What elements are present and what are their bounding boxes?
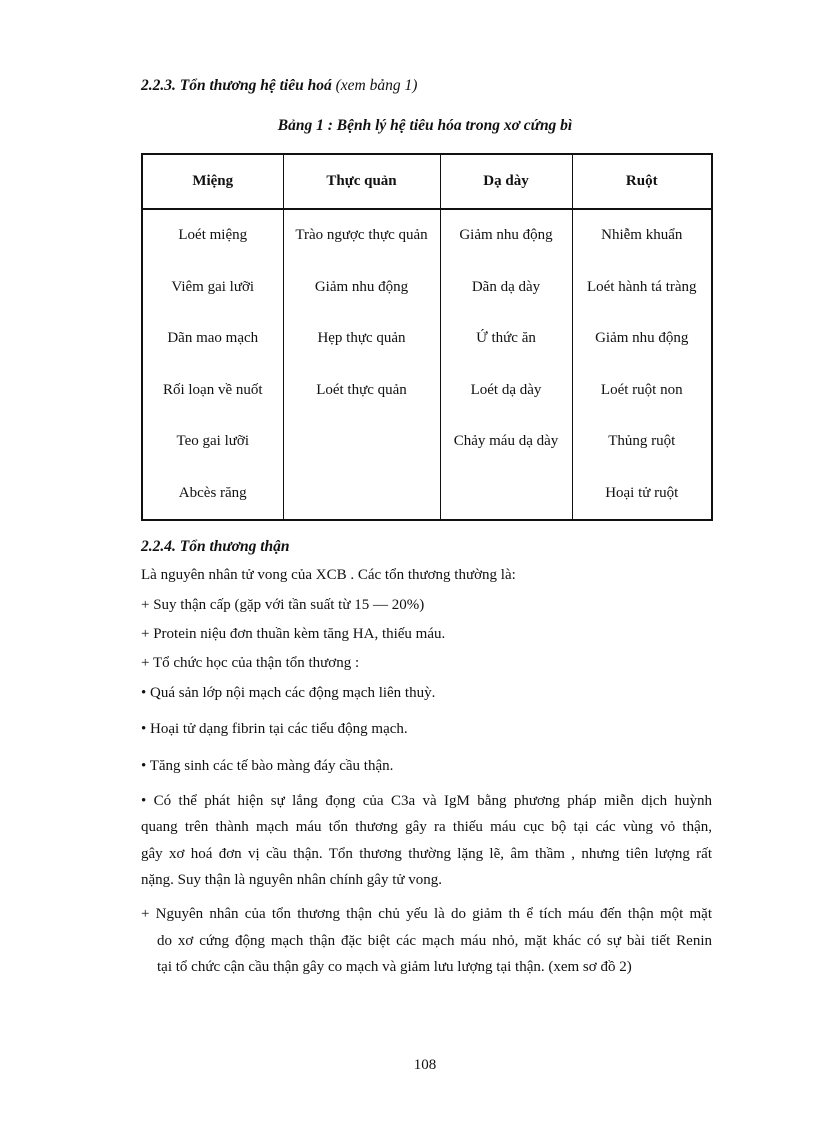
table-cell: Loét ruột non (600, 381, 683, 398)
page-number: 108 (413, 1057, 437, 1073)
bullet-line: • Hoại tử dạng fibrin tại các tiểu động mạch. (141, 721, 408, 737)
bullet-line: • Tăng sinh các tế bào màng đáy cầu thận. (141, 758, 394, 774)
table-cell: Giảm nhu động (459, 227, 553, 243)
text-line: + Protein niệu đơn thuần kèm tăng HA, thiếu máu. (141, 626, 446, 642)
section-223-ref: (xem bảng 1) (331, 77, 418, 94)
paragraph-line: tại tổ chức cận cầu thận gây co mạch và giảm lưu lượng tại thận. (xem sơ đồ 2) (157, 959, 632, 975)
table-body-row (142, 209, 712, 520)
table-cell: Loét dạ dày (470, 381, 542, 398)
table-cell: Loét thực quản (316, 381, 407, 398)
table-cell (284, 416, 440, 468)
paragraph-line: + Nguyên nhân của tổn thương thận chủ yếu là do giảm th ể tích máu đến thận một mặt (141, 906, 712, 922)
table-cell: Chảy máu dạ dày (453, 433, 559, 449)
header-thuc-quan: Thực quản (283, 154, 440, 209)
bullet-line: • Quá sản lớp nội mạch các động mạch liên thuỳ. (141, 685, 436, 701)
table-cell: Abcès răng (178, 484, 247, 501)
table-cell: Ứ thức ăn (476, 330, 536, 346)
text-line: + Tổ chức học của thận tổn thương : (141, 655, 360, 671)
table-cell: Loét hành tá tràng (586, 278, 697, 295)
table-cell (284, 468, 440, 520)
table-cell: Hẹp thực quản (317, 330, 406, 346)
paragraph-line: quang trên thành mạch máu tổn thương gây ra thiếu máu cục bộ tại các vùng vỏ thận, (141, 819, 712, 835)
paragraph-line: • Có thể phát hiện sự lắng đọng của C3a và IgM bằng phương pháp miễn dịch huỳnh (141, 793, 712, 809)
table-cell: Dãn mao mạch (167, 330, 259, 346)
table-cell: Loét miệng (178, 227, 248, 243)
section-223-heading (141, 77, 417, 95)
col-da-day (440, 209, 572, 520)
col-mieng (142, 209, 283, 520)
table-cell (441, 468, 572, 520)
col-ruot (572, 209, 712, 520)
table-cell: Giảm nhu động (314, 278, 409, 295)
table-cell: Teo gai lưỡi (176, 433, 249, 449)
digestive-table (141, 153, 713, 521)
table-header-row (142, 154, 712, 209)
paragraph-line: do xơ cứng động mạch thận đặc biệt các mạch máu nhỏ, mặt khác có sự bài tiết Renin (157, 933, 712, 949)
paragraph-line: nặng. Suy thận là nguyên nhân chính gây tử vong. (141, 872, 442, 888)
table-cell: Thủng ruột (608, 433, 676, 449)
table-cell: Hoại tử ruột (605, 484, 679, 501)
header-mieng: Miệng (142, 154, 283, 209)
text-line: + Suy thận cấp (gặp với tần suất từ 15 — 20%) (141, 597, 425, 613)
table-cell: Giảm nhu động (595, 330, 689, 346)
table-cell: Viêm gai lưỡi (171, 278, 255, 295)
section-223-title: 2.2.3. Tổn thương hệ tiêu hoá (141, 77, 332, 94)
table-cell: Dãn dạ dày (471, 278, 541, 295)
header-da-day: Dạ dày (440, 154, 572, 209)
header-ruot: Ruột (572, 154, 712, 209)
col-thuc-quan (283, 209, 440, 520)
table-cell: Trào ngược thực quản (295, 227, 428, 243)
table-cell: Rối loạn về nuốt (162, 381, 263, 398)
table-cell: Nhiễm khuẩn (601, 227, 683, 243)
section-224-title: 2.2.4. Tổn thương thận (141, 538, 290, 555)
paragraph-line: gây xơ hoá đơn vị cầu thận. Tổn thương thường lặng lẽ, âm thầm , nhưng tiên lượng rất (141, 846, 712, 862)
section-224-heading (141, 538, 290, 556)
text-line: Là nguyên nhân tử vong của XCB . Các tổn thương thường là: (141, 567, 516, 583)
table-caption: Bảng 1 : Bệnh lý hệ tiêu hóa trong xơ cứng bì (277, 117, 573, 134)
